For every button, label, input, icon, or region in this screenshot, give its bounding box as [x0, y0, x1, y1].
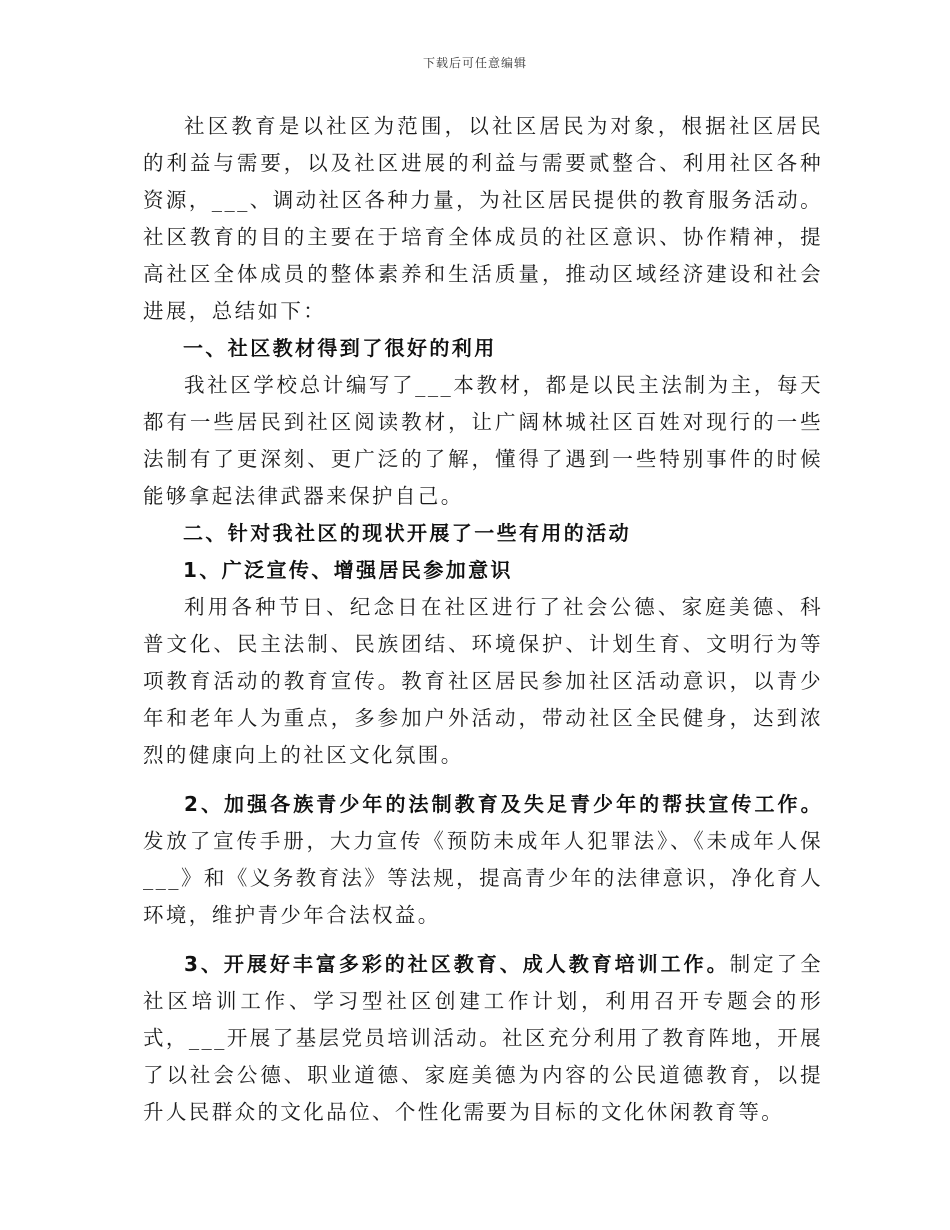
- paragraph-textbooks: 我社区学校总计编写了___本教材，都是以民主法制为主，每天都有一些居民到社区阅读教材，让广阔林城社区百姓对现行的一些法制有了更深刻、更广泛的了解，懂得了遇到一些特别事件的时候能够拿起法律武器来保护自己。: [143, 373, 823, 508]
- page-header: 下载后可任意编辑: [422, 56, 527, 70]
- section-heading-2: 二、针对我社区的现状开展了一些有用的活动: [183, 521, 631, 545]
- paragraph-training-text: 制定了全社区培训工作、学习型社区创建工作计划，利用召开专题会的形式，___开展了基层党员培训活动。社区充分利用了教育阵地，开展了以社会公德、职业道德、家庭美德为内容的公民道德教育，以提升人民群众的文化品位、个性化需要为目标的文化休闲教育等。: [143, 952, 824, 1124]
- subheading-1: 1、广泛宣传、增强居民参加意识: [183, 558, 513, 582]
- paragraph-youth-law: [143, 786, 823, 934]
- paragraph-training: [143, 946, 823, 1131]
- subheading-2: 2、加强各族青少年的法制教育及失足青少年的帮扶宣传工作。: [184, 792, 823, 816]
- section-heading-1: 一、社区教材得到了很好的利用: [183, 336, 497, 360]
- subheading-3: 3、开展好丰富多彩的社区教育、成人教育培训工作。: [184, 952, 730, 976]
- paragraph-youth-law-text: 发放了宣传手册，大力宣传《预防未成年人犯罪法》、《未成年人保___》和《义务教育法》等法规，提高青少年的法律意识，净化育人环境，维护青少年合法权益。: [143, 829, 823, 927]
- paragraph-publicity: 利用各种节日、纪念日在社区进行了社会公德、家庭美德、科普文化、民主法制、民族团结、环境保护、计划生育、文明行为等项教育活动的教育宣传。教育社区居民参加社区活动意识，以青少年和老年人为重点，多参加户外活动，带动社区全民健身，达到浓烈的健康向上的社区文化氛围。: [143, 595, 823, 767]
- document-body: [143, 108, 823, 1131]
- intro-paragraph: 社区教育是以社区为范围，以社区居民为对象，根据社区居民的利益与需要，以及社区进展的利益与需要贰整合、利用社区各种资源，___、调动社区各种力量，为社区居民提供的教育服务活动。社区教育的目的主要在于培育全体成员的社区意识、协作精神，提高社区全体成员的整体素养和生活质量，推动区域经济建设和社会进展，总结如下：: [143, 114, 823, 323]
